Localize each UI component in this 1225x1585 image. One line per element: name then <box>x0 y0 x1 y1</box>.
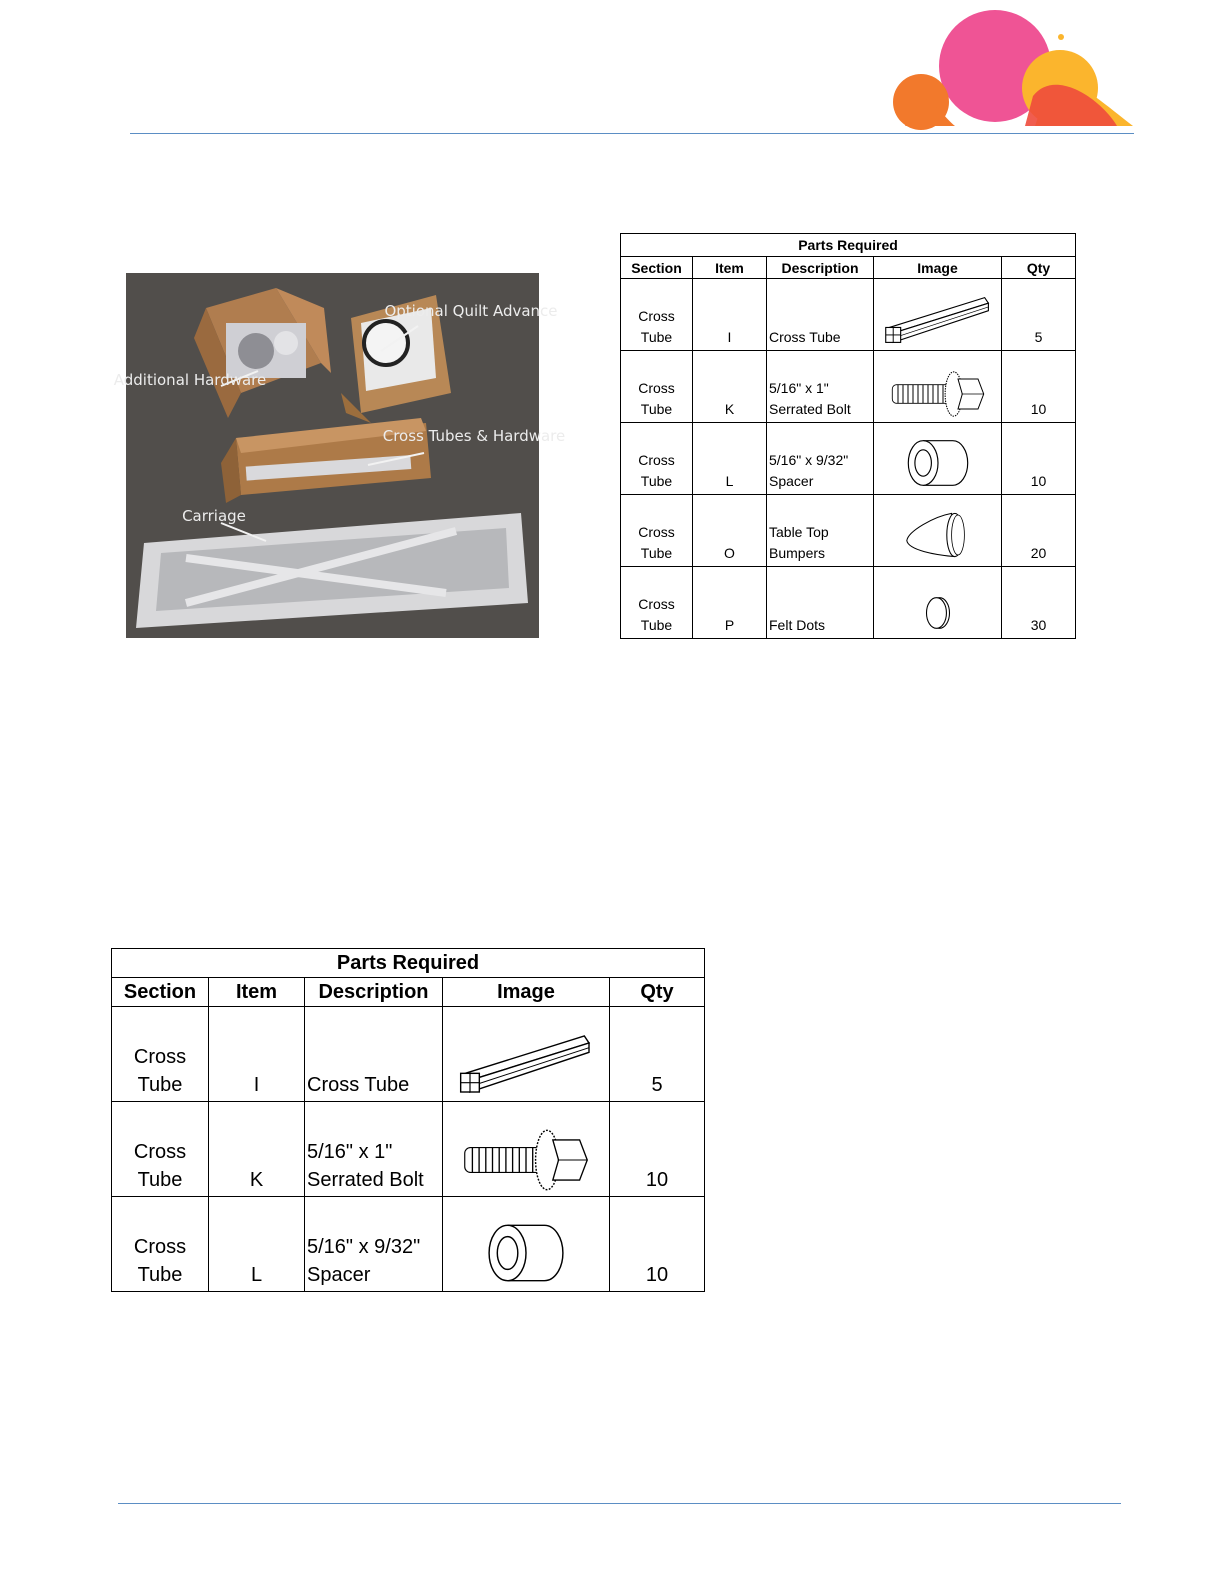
qty-cell: 20 <box>1002 495 1076 567</box>
item-cell: P <box>693 567 767 639</box>
section-cell: Cross Tube <box>112 1102 209 1197</box>
item-cell: K <box>209 1102 305 1197</box>
header-item: Item <box>209 978 305 1007</box>
serrated-bolt-icon <box>874 351 1002 423</box>
spacer-icon <box>874 423 1002 495</box>
table-row <box>621 495 1076 567</box>
section-cell: Cross Tube <box>621 279 693 351</box>
section-cell: Cross Tube <box>621 567 693 639</box>
qty-cell: 30 <box>1002 567 1076 639</box>
description-cell: 5/16" x 1" Serrated Bolt <box>305 1102 443 1197</box>
item-cell: O <box>693 495 767 567</box>
description-cell: 5/16" x 9/32" Spacer <box>305 1197 443 1292</box>
item-cell: L <box>693 423 767 495</box>
item-cell: I <box>209 1007 305 1102</box>
table-title: Parts Required <box>112 949 705 978</box>
shipping-contents-illustration <box>113 273 566 638</box>
section-cell: Cross Tube <box>621 495 693 567</box>
section-cell: Cross Tube <box>621 351 693 423</box>
item-cell: K <box>693 351 767 423</box>
header-description: Description <box>767 257 874 279</box>
cross-tube-icon <box>874 279 1002 351</box>
header-image: Image <box>443 978 610 1007</box>
table-row <box>112 1197 705 1292</box>
description-cell: 5/16" x 1" Serrated Bolt <box>767 351 874 423</box>
item-cell: I <box>693 279 767 351</box>
header-section: Section <box>112 978 209 1007</box>
cross-tube-icon <box>443 1007 610 1102</box>
header-item: Item <box>693 257 767 279</box>
qty-cell: 5 <box>610 1007 705 1102</box>
label-additional-hardware: Additional Hardware <box>113 371 267 389</box>
serrated-bolt-icon <box>443 1102 610 1197</box>
header-qty: Qty <box>610 978 705 1007</box>
parts-required-table-bottom <box>111 948 705 1292</box>
header-section: Section <box>621 257 693 279</box>
footer-rule <box>118 1503 1121 1504</box>
section-cell: Cross Tube <box>621 423 693 495</box>
table-row <box>112 1007 705 1102</box>
item-cell: L <box>209 1197 305 1292</box>
section-cell: Cross Tube <box>112 1197 209 1292</box>
label-cross-tubes-hardware: Cross Tubes & Hardware <box>382 427 566 445</box>
qty-cell: 10 <box>1002 423 1076 495</box>
description-cell: Table Top Bumpers <box>767 495 874 567</box>
header-description: Description <box>305 978 443 1007</box>
header-image: Image <box>874 257 1002 279</box>
company-logo <box>885 8 1135 130</box>
qty-cell: 5 <box>1002 279 1076 351</box>
header-rule <box>130 133 1134 134</box>
bumper-icon <box>874 495 1002 567</box>
parts-required-table-top <box>620 233 1076 639</box>
header-qty: Qty <box>1002 257 1076 279</box>
table-title: Parts Required <box>621 234 1076 257</box>
table-row <box>621 567 1076 639</box>
table-row <box>621 423 1076 495</box>
qty-cell: 10 <box>610 1102 705 1197</box>
label-optional-quilt-advance: Optional Quilt Advance <box>384 302 558 320</box>
section-cell: Cross Tube <box>112 1007 209 1102</box>
spacer-icon <box>443 1197 610 1292</box>
description-cell: 5/16" x 9/32" Spacer <box>767 423 874 495</box>
qty-cell: 10 <box>1002 351 1076 423</box>
shipping-contents-photo <box>113 273 566 638</box>
qty-cell: 10 <box>610 1197 705 1292</box>
description-cell: Cross Tube <box>767 279 874 351</box>
table-row <box>621 351 1076 423</box>
label-carriage: Carriage <box>182 507 246 525</box>
table-row <box>621 279 1076 351</box>
description-cell: Felt Dots <box>767 567 874 639</box>
table-row <box>112 1102 705 1197</box>
description-cell: Cross Tube <box>305 1007 443 1102</box>
felt-dot-icon <box>874 567 1002 639</box>
